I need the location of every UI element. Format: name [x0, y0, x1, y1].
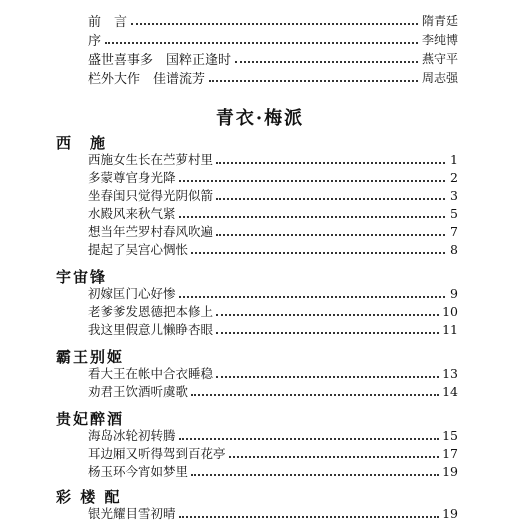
page-number: 3 [450, 187, 458, 203]
dot-leader [216, 161, 445, 164]
dot-leader [216, 331, 439, 334]
dot-leader [216, 233, 445, 236]
dot-leader [131, 22, 418, 25]
entry-title: 劝君王饮酒听虞歌 [88, 384, 189, 399]
front-matter-author: 燕守平 [421, 51, 458, 66]
toc-entry[interactable] [88, 320, 458, 338]
dot-leader [209, 79, 418, 82]
entry-title: 坐春闺只觉得光阴似箭 [88, 188, 214, 203]
front-matter-title: 序 [88, 33, 102, 49]
toc-entry[interactable] [88, 150, 458, 168]
dot-leader [216, 375, 439, 378]
page-number: 10 [442, 303, 458, 319]
entry-title: 看大王在帐中合衣睡稳 [88, 366, 214, 381]
entry-title: 我这里假意儿懒睁杏眼 [88, 322, 214, 337]
opera-title: 宇宙锋 [56, 268, 108, 286]
front-matter-title: 盛世喜事多 国粹正逢时 [88, 52, 232, 68]
opera-title: 西 施 [56, 134, 108, 152]
dot-leader [179, 215, 445, 218]
opera-title: 霸王别姬 [56, 348, 125, 366]
front-matter-item-essay-2[interactable] [88, 67, 458, 87]
front-matter-item-preface[interactable] [88, 10, 458, 30]
entry-title: 海岛冰轮初转腾 [88, 428, 176, 443]
entry-title: 杨玉环今宵如梦里 [88, 464, 189, 479]
section-title: 青衣·梅派 [215, 108, 305, 129]
dot-leader [179, 295, 445, 298]
dot-leader [216, 197, 445, 200]
page-number: 11 [442, 321, 458, 337]
page-number: 19 [442, 505, 458, 521]
entry-title: 提起了吴宫心惆怅 [88, 242, 189, 257]
page-number: 2 [450, 169, 458, 185]
page-number: 1 [450, 151, 458, 167]
toc-entry[interactable] [88, 222, 458, 240]
dot-leader [105, 41, 418, 44]
opera-title: 彩 楼 配 [56, 488, 122, 506]
dot-leader [179, 437, 440, 440]
toc-entry[interactable] [88, 186, 458, 204]
page-number: 9 [450, 285, 458, 301]
toc-entry[interactable] [88, 284, 458, 302]
dot-leader [179, 179, 445, 182]
page-number: 14 [442, 383, 458, 399]
opera-title: 贵妃醉酒 [56, 410, 125, 428]
toc-entry[interactable] [88, 364, 458, 382]
entry-title: 西施女生长在苎萝村里 [88, 152, 214, 167]
toc-entry[interactable] [88, 426, 458, 444]
entry-title: 老爹爹发恩德把本修上 [88, 304, 214, 319]
page-number: 19 [442, 463, 458, 479]
toc-entry[interactable] [88, 504, 458, 522]
dot-leader [191, 473, 439, 476]
entry-title: 多蒙尊官身光降 [88, 170, 176, 185]
page-number: 7 [450, 223, 458, 239]
entry-title: 水殿风来秋气紧 [88, 206, 176, 221]
dot-leader [216, 313, 439, 316]
page-number: 5 [450, 205, 458, 221]
entry-title: 耳边厢又听得驾到百花亭 [88, 446, 226, 461]
toc-entry[interactable] [88, 204, 458, 222]
toc-entry[interactable] [88, 444, 458, 462]
page-number: 13 [442, 365, 458, 381]
toc-entry[interactable] [88, 240, 458, 258]
front-matter-item-essay-1[interactable] [88, 48, 458, 68]
front-matter-author: 李纯博 [421, 32, 458, 47]
front-matter-author: 隋青廷 [421, 13, 458, 28]
page-number: 17 [442, 445, 458, 461]
front-matter-title: 栏外大作 佳谱流芳 [88, 71, 206, 87]
front-matter-item-foreword[interactable] [88, 29, 458, 49]
dot-leader [235, 60, 418, 63]
page-number: 15 [442, 427, 458, 443]
toc-entry[interactable] [88, 302, 458, 320]
dot-leader [229, 455, 440, 458]
entry-title: 初嫁匡门心好惨 [88, 286, 176, 301]
toc-entry[interactable] [88, 462, 458, 480]
dot-leader [179, 515, 440, 518]
front-matter-title: 前 言 [88, 14, 128, 30]
front-matter-author: 周志强 [421, 70, 458, 85]
page-number: 8 [450, 241, 458, 257]
entry-title: 想当年苎罗村春风吹遍 [88, 224, 214, 239]
entry-title: 银光耀目雪初晴 [88, 506, 176, 521]
toc-entry[interactable] [88, 382, 458, 400]
dot-leader [191, 251, 445, 254]
toc-entry[interactable] [88, 168, 458, 186]
dot-leader [191, 393, 439, 396]
